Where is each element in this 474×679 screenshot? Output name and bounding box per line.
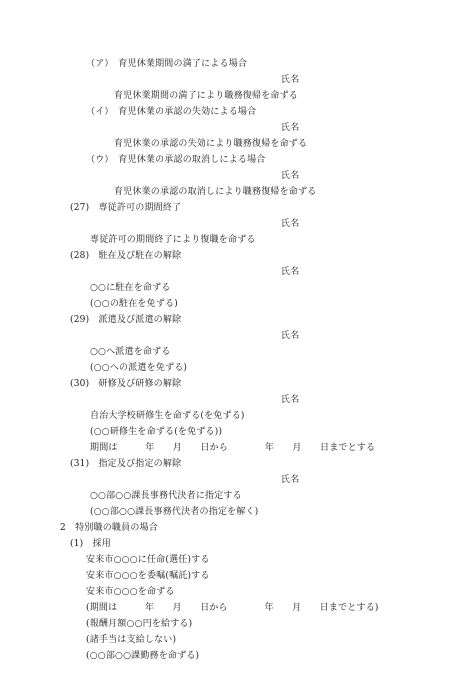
name-label: 氏名 (281, 475, 300, 485)
subitem-heading-i: （イ） 育児休業の承認の失効による場合 (86, 107, 257, 117)
salary-text: (報酬月額○○円を給する) (86, 619, 193, 629)
order-text: 専従許可の期間終了により復職を命ずる (90, 235, 256, 245)
allowance-text: (諸手当は支給しない) (86, 635, 177, 645)
assignment-text: (○○部○○課勤務を命ずる) (86, 651, 200, 661)
order-text: 育児休業の承認の失効により職務復帰を命ずる (114, 139, 308, 149)
item-heading-27: (27) 専従許可の期間終了 (70, 203, 182, 213)
order-text: 育児休業の承認の取消しにより職務復帰を命ずる (114, 187, 317, 197)
period-text: (期間は 年 月 日から 年 月 日までとする) (86, 603, 379, 613)
order-text: 自治大学校研修生を命ずる(を免ずる) (90, 411, 245, 421)
order-text-alt: (○○研修生を命ずる(を免ずる)) (90, 427, 223, 437)
name-label: 氏名 (281, 75, 300, 85)
name-label: 氏名 (281, 171, 300, 181)
item-heading-28: (28) 駐在及び駐在の解除 (70, 251, 182, 261)
item-heading-1: (1) 採用 (70, 539, 111, 549)
order-text: ○○へ派遣を命ずる (90, 347, 171, 357)
appointment-text: 安来市○○○に任命(選任)する (86, 555, 210, 565)
item-heading-29: (29) 派遣及び派遣の解除 (70, 315, 182, 325)
subitem-heading-a: （ア） 育児休業期間の満了による場合 (86, 59, 248, 69)
name-label: 氏名 (281, 267, 300, 277)
order-text-alt: (○○部○○課長事務代決者の指定を解く) (90, 507, 259, 517)
item-heading-30: (30) 研修及び研修の解除 (70, 379, 182, 389)
section-heading-2: 2 特別職の職員の場合 (60, 523, 158, 533)
order-text-alt: (○○の駐在を免ずる) (90, 299, 178, 309)
appointment-text: 安来市○○○を委嘱(嘱託)する (86, 571, 210, 581)
subitem-heading-u: （ウ） 育児休業の承認の取消しによる場合 (86, 155, 266, 165)
order-text: ○○部○○課長事務代決者に指定する (90, 491, 242, 501)
appointment-text: 安来市○○○を命ずる (86, 587, 175, 597)
name-label: 氏名 (281, 331, 300, 341)
item-heading-31: (31) 指定及び指定の解除 (70, 459, 182, 469)
order-text-alt: (○○への派遣を免ずる) (90, 363, 188, 373)
name-label: 氏名 (281, 219, 300, 229)
period-text: 期間は 年 月 日から 年 月 日までとする (90, 443, 376, 453)
order-text: 育児休業期間の満了により職務復帰を命ずる (114, 91, 299, 101)
name-label: 氏名 (281, 123, 300, 133)
name-label: 氏名 (281, 395, 300, 405)
order-text: ○○に駐在を命ずる (90, 283, 171, 293)
